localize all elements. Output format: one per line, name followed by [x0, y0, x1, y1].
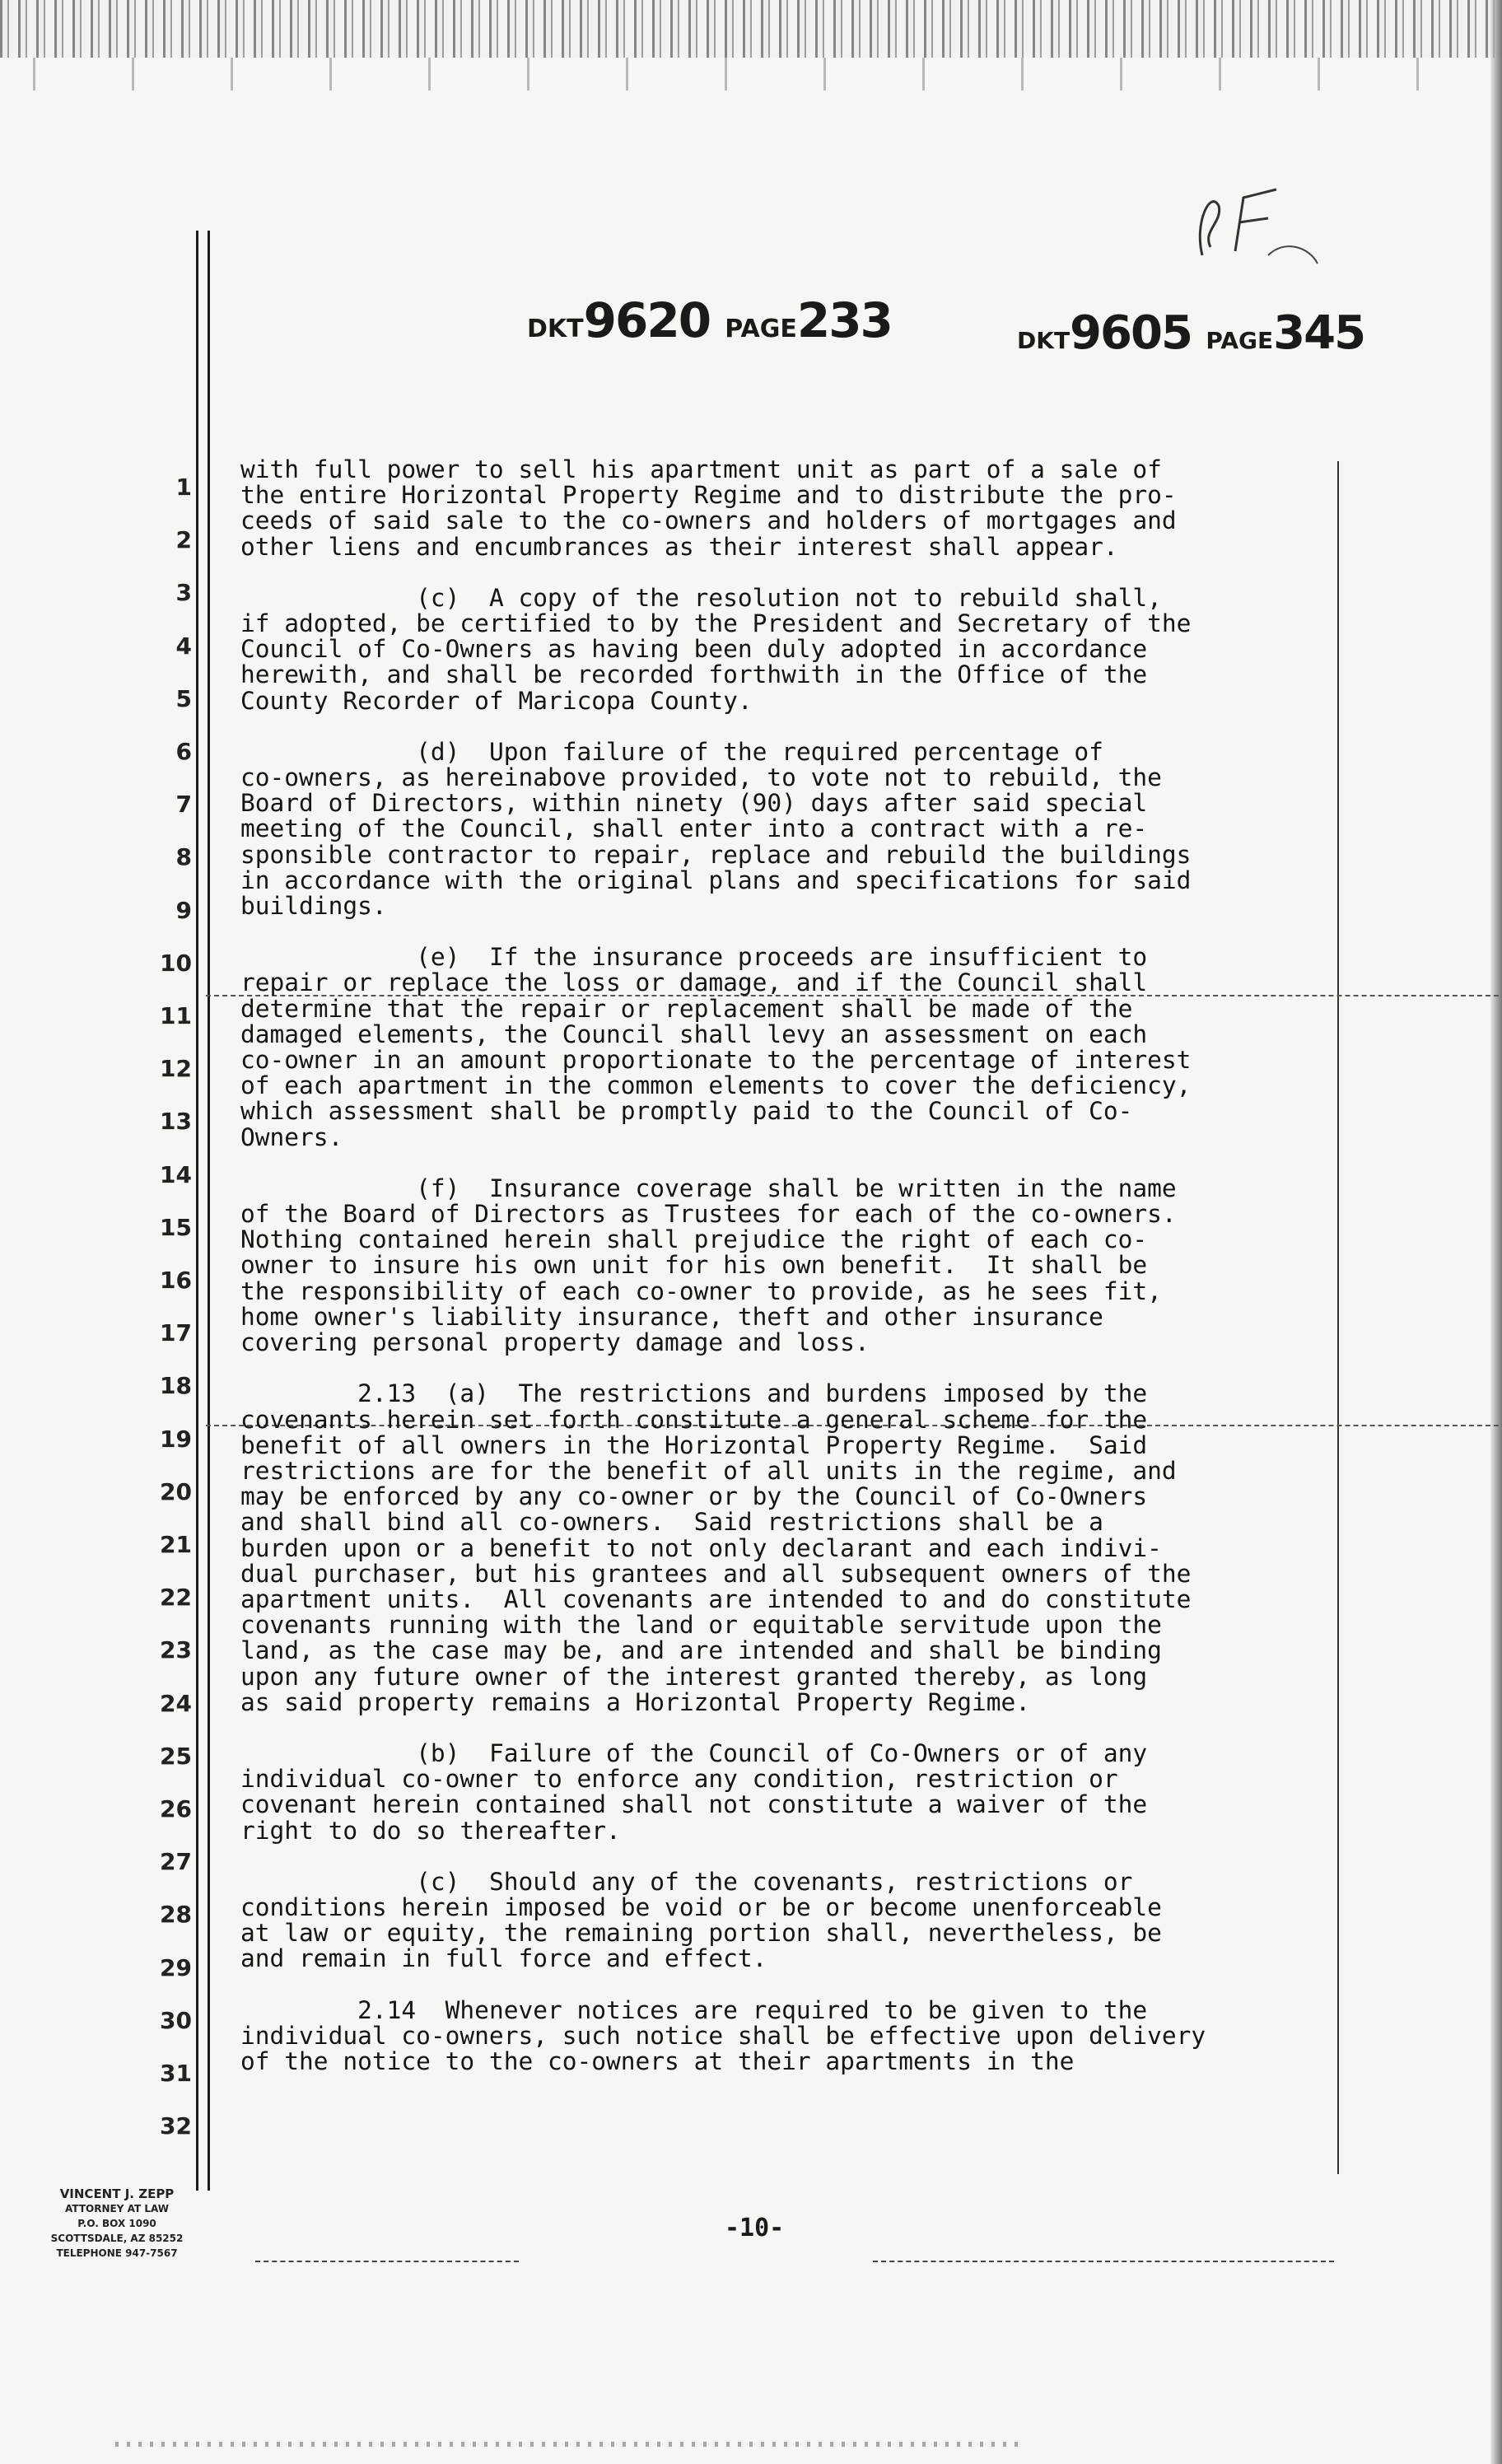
line-number: 6	[175, 738, 192, 765]
line-number: 27	[160, 1848, 192, 1876]
line-number: 10	[160, 949, 192, 977]
margin-rule-left	[196, 231, 198, 2191]
line-number: 3	[175, 579, 192, 607]
paragraph: 2.14 Whenever notices are required to be given to the individual co-owners, such notice shall be effective upon delivery of the notice to the co-owners at their apartments in the	[240, 1995, 1206, 2075]
page-prefix-left: PAGE	[725, 315, 797, 343]
line-number: 15	[160, 1213, 192, 1241]
line-number: 30	[160, 2006, 192, 2034]
recording-book-right	[1017, 306, 1364, 360]
line-number: 1	[175, 474, 192, 501]
line-number: 2	[175, 526, 192, 554]
line-number: 29	[160, 1953, 192, 1981]
line-number: 9	[175, 896, 192, 924]
scan-noise-bottom	[115, 2442, 1021, 2447]
footer-dash	[873, 2261, 1334, 2262]
line-number: 11	[160, 1002, 192, 1029]
margin-rule-right	[208, 231, 210, 2191]
recording-book-left	[527, 292, 892, 348]
line-number: 24	[160, 1689, 192, 1717]
attorney-box: P.O. BOX 1090	[77, 2218, 156, 2229]
line-number: 20	[160, 1477, 192, 1505]
line-number: 26	[160, 1795, 192, 1822]
line-number: 13	[160, 1108, 192, 1136]
line-number: 4	[175, 632, 192, 660]
attorney-phone: TELEPHONE 947-7567	[56, 2247, 178, 2259]
paragraph: (d) Upon failure of the required percentage of co-owners, as hereinabove provided, to vote not to rebuild, the Board of Directors, within ninety (90) days after said special meeting of the Council, shall enter into a contract with a re- sponsible contractor to repair, replace and rebuild the buildings in accordance with the original plans and specifications for said buildings.	[240, 737, 1192, 921]
line-number: 12	[160, 1055, 192, 1083]
book-prefix-right: DKT	[1017, 327, 1071, 354]
paragraph: (e) If the insurance proceeds are insufficient to repair or replace the loss or damage, and if the Council shall determine that the repair or replacement shall be made of the damaged elements, the Council shall levy an assessment on each co-owner in an amount proportionate to the percentage of interest of each apartment in the common elements to cover the deficiency, which assessment shall be promptly paid to the Council of Co- Owners.	[240, 943, 1192, 1151]
line-number: 25	[160, 1742, 192, 1770]
attorney-block	[43, 2186, 191, 2261]
line-number: 16	[160, 1267, 192, 1294]
line-number: 5	[175, 684, 192, 712]
line-number: 17	[160, 1319, 192, 1347]
line-number: 32	[160, 2112, 192, 2140]
footer-dash	[255, 2261, 519, 2262]
paragraph: (b) Failure of the Council of Co-Owners or of any individual co-owner to enforce any condition, restriction or covenant herein contained shall not constitute a waiver of the right to do so thereafter.	[240, 1738, 1148, 1845]
line-number: 19	[160, 1425, 192, 1453]
book-number-left: 9620	[583, 292, 711, 348]
paragraph: (c) A copy of the resolution not to rebuild shall, if adopted, be certified to by the President and Secretary of the Council of Co-Owners as having been duly adopted in accordance herewith, and shall be recorded forthwith in the Office of the County Recorder of Maricopa County.	[240, 583, 1192, 715]
page-number-left: 233	[796, 292, 892, 348]
scan-noise-top	[0, 0, 1502, 58]
book-prefix-left: DKT	[527, 315, 584, 343]
line-number: 23	[160, 1636, 192, 1664]
page-number-right: 345	[1273, 306, 1365, 360]
paragraph: 2.13 (a) The restrictions and burdens imposed by the covenants herein set forth constitute a general scheme for the benefit of all owners in the Horizontal Property Regime. Said restrictions are for the benefit of all units in the regime, and may be enforced by any co-owner or by the Council of Co-Owners and shall bind all co-owners. Said restrictions shall be a burden upon or a benefit to not only declarant and each indivi- dual purchaser, but his grantees and all subsequent owners of the apartment units. All covenants are intended to and do constitute covenants running with the land or equitable servitude upon the land, as the case may be, and are intended and shall be binding upon any future owner of the interest granted thereby, as long as said property remains a Horizontal Property Regime.	[240, 1379, 1192, 1716]
attorney-title: ATTORNEY AT LAW	[65, 2203, 169, 2214]
paragraph: with full power to sell his apartment unit as part of a sale of the entire Horizontal Property Regime and to distribute the pro- ceeds of said sale to the co-owners and holders of mortgages and other liens and encumbrances as their interest shall appear.	[240, 455, 1177, 561]
paragraph: (f) Insurance coverage shall be written in the name of the Board of Directors as Trustees for each of the co-owners. Nothing contained herein shall prejudice the right of each co- owner to insure his own unit for his own benefit. It shall be the responsibility of each co-owner to provide, as he sees fit, home owner's liability insurance, theft and other insurance covering personal property damage and loss.	[240, 1174, 1177, 1357]
line-number: 7	[175, 791, 192, 819]
scan-right-edge	[1490, 0, 1502, 2464]
initials-mark	[1186, 173, 1334, 272]
line-number: 21	[160, 1531, 192, 1558]
line-number: 14	[160, 1160, 192, 1188]
page-number: -10-	[725, 2214, 785, 2242]
scan-noise-band	[0, 58, 1502, 91]
attorney-name: VINCENT J. ZEPP	[59, 2186, 175, 2201]
line-number: 28	[160, 1901, 192, 1929]
line-number: 22	[160, 1584, 192, 1612]
document-body	[240, 457, 1360, 2074]
book-number-right: 9605	[1070, 306, 1192, 360]
line-number: 8	[175, 843, 192, 871]
paragraph: (c) Should any of the covenants, restrictions or conditions herein imposed be void or be or become unenforceable at law or equity, the remaining portion shall, nevertheless, be and remain in full force and effect.	[240, 1867, 1162, 1973]
page-prefix-right: PAGE	[1206, 327, 1274, 354]
line-number: 31	[160, 2060, 192, 2087]
line-number: 18	[160, 1372, 192, 1400]
attorney-city: SCOTTSDALE, AZ 85252	[50, 2233, 184, 2244]
